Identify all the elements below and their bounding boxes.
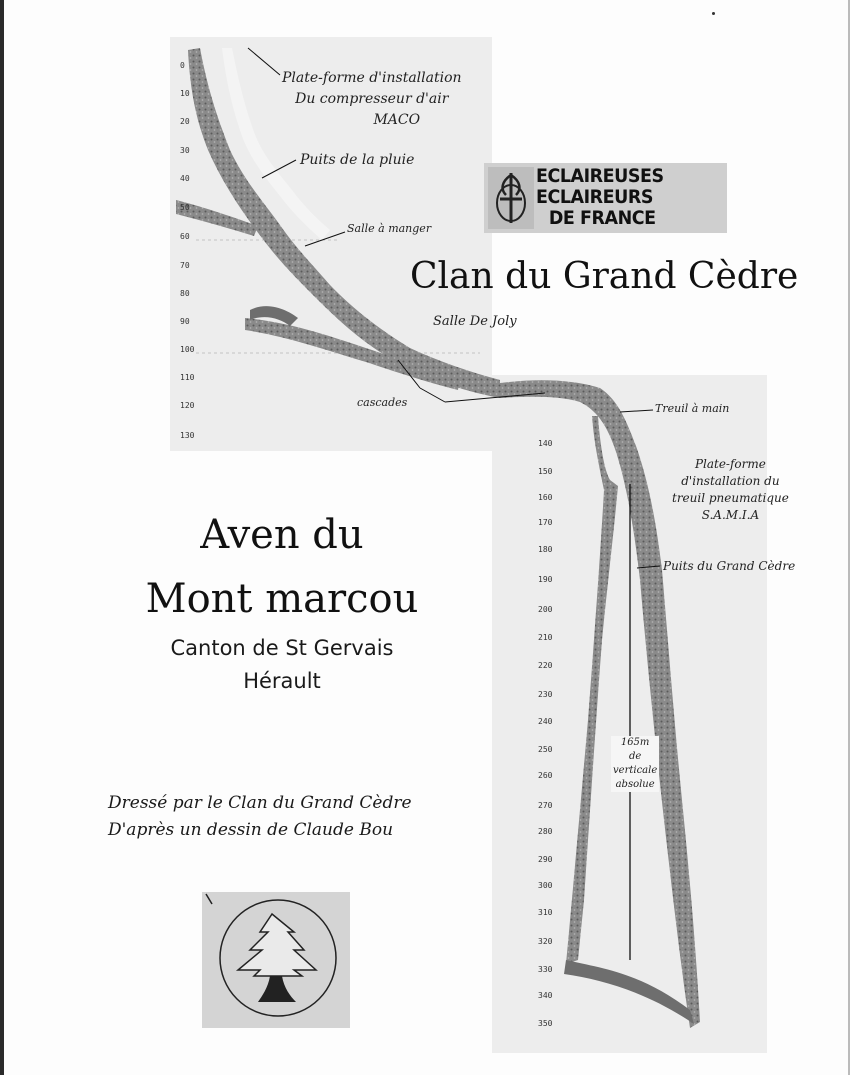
depth-label: 240 xyxy=(538,717,553,726)
annotation-salle-manger: Salle à manger xyxy=(347,222,432,235)
annotation-line: Du compresseur d'air xyxy=(295,91,449,107)
credit-source: D'après un dessin de Claude Bou xyxy=(108,820,394,840)
depth-label: 30 xyxy=(180,146,190,155)
subtitle-canton: Canton de St Gervais xyxy=(170,636,394,660)
logo-wordmark xyxy=(536,166,664,229)
depth-label: 300 xyxy=(538,881,553,890)
depth-label: 170 xyxy=(538,518,553,527)
depth-label: 60 xyxy=(180,232,190,241)
annotation-puits-grand-cedre: Puits du Grand Cèdre xyxy=(663,559,796,573)
depth-label: 310 xyxy=(538,908,553,917)
depth-label: 110 xyxy=(180,373,195,382)
annotation-puits-pluie: Puits de la pluie xyxy=(300,152,415,168)
depth-label: 40 xyxy=(180,174,190,183)
clan-title: Clan du Grand Cèdre xyxy=(410,256,799,297)
page-title xyxy=(92,503,472,631)
annotation-line: Plate-forme xyxy=(694,457,766,471)
depth-label: 150 xyxy=(538,467,553,476)
depth-label: 0 xyxy=(180,61,185,70)
location-subtitle xyxy=(92,632,472,698)
depth-label: 250 xyxy=(538,745,553,754)
depth-label: 260 xyxy=(538,771,553,780)
depth-label: 320 xyxy=(538,937,553,946)
annotation-plateforme-treuil xyxy=(672,456,789,524)
fleur-de-lis-emblem xyxy=(488,167,534,229)
depth-label: 280 xyxy=(538,827,553,836)
depth-label: 80 xyxy=(180,289,190,298)
annotation-cascades: cascades xyxy=(357,396,408,409)
fleur-de-lis-icon xyxy=(488,167,534,229)
depth-label: 120 xyxy=(180,401,195,410)
annotation-line: de xyxy=(628,751,642,762)
depth-label: 200 xyxy=(538,605,553,614)
depth-label: 20 xyxy=(180,117,190,126)
eclaireurs-de-france-logo xyxy=(484,163,727,233)
annotation-line: Plate-forme d'installation xyxy=(282,70,462,86)
depth-label: 100 xyxy=(180,345,195,354)
depth-label: 290 xyxy=(538,855,553,864)
annotation-compresseur xyxy=(282,68,462,131)
depth-label: 190 xyxy=(538,575,553,584)
depth-label: 270 xyxy=(538,801,553,810)
logo-line: ECLAIREURS xyxy=(536,186,653,208)
annotation-line: 165m xyxy=(620,737,650,748)
annotation-line: d'installation du xyxy=(681,474,780,488)
depth-scale-bottom xyxy=(538,439,553,1028)
depth-label: 220 xyxy=(538,661,553,670)
title-line-2: Mont marcou xyxy=(145,576,419,622)
depth-label: 160 xyxy=(538,493,553,502)
depth-label: 210 xyxy=(538,633,553,642)
depth-label: 330 xyxy=(538,965,553,974)
depth-label: 340 xyxy=(538,991,553,1000)
depth-label: 70 xyxy=(180,261,190,270)
cedar-tree-icon xyxy=(202,892,350,1028)
depth-label: 10 xyxy=(180,89,190,98)
depth-label: 350 xyxy=(538,1019,553,1028)
annotation-line: absolue xyxy=(615,779,655,790)
cave-passage-lower xyxy=(500,380,700,1028)
depth-label: 130 xyxy=(180,431,195,440)
annotation-salle-joly: Salle De Joly xyxy=(433,314,517,329)
title-line-1: Aven du xyxy=(200,512,364,558)
credit-author: Dressé par le Clan du Grand Cèdre xyxy=(108,793,412,813)
grand-cedre-emblem xyxy=(202,892,350,1028)
logo-line: ECLAIREUSES xyxy=(536,165,664,187)
credits xyxy=(108,790,412,844)
annotation-line: S.A.M.I.A xyxy=(701,508,760,522)
depth-label: 230 xyxy=(538,690,553,699)
depth-scale-top xyxy=(180,61,195,440)
annotation-treuil-main: Treuil à main xyxy=(655,402,730,415)
depth-label: 180 xyxy=(538,545,553,554)
annotation-line: MACO xyxy=(373,112,421,128)
depth-label: 140 xyxy=(538,439,553,448)
annotation-verticale xyxy=(611,736,659,792)
depth-label: 50 xyxy=(180,203,190,212)
annotation-line: verticale xyxy=(613,765,658,776)
depth-label: 90 xyxy=(180,317,190,326)
logo-line: DE FRANCE xyxy=(548,207,656,229)
annotation-line: treuil pneumatique xyxy=(672,491,789,505)
subtitle-department: Hérault xyxy=(243,669,321,693)
